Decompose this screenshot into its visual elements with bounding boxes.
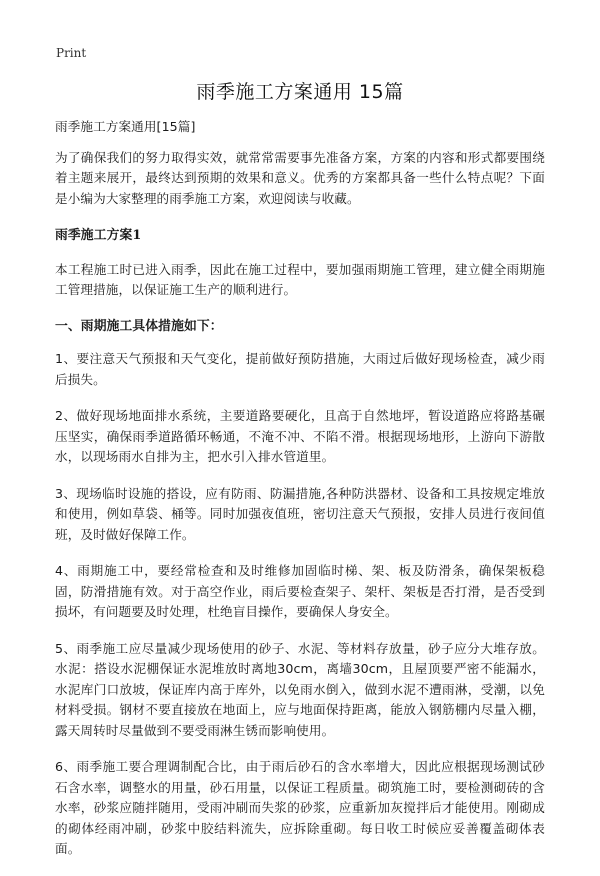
document-body — [55, 117, 545, 876]
list-item: 6、雨季施工要合理调制配合比，由于雨后砂石的含水率增大，因此应根据现场测试砂石含水率，调整水的用量，砂石用量，以保证工程质量。砌筑施工时，要检测砌砖的含水率，砂浆应随拌随用，受雨冲刷而失浆的砂浆，应重新加灰搅拌后才能使用。刚砌成的砌体经雨冲刷，砂浆中胶结料流失，应拆除重砌。每日收工时候应妥善覆盖砌体表面。 — [55, 759, 545, 856]
document-subtitle: 雨季施工方案通用[15篇] — [55, 119, 196, 134]
page-title: 雨季施工方案通用 15篇 — [196, 81, 404, 103]
print-link[interactable]: Print — [56, 46, 87, 60]
intro-paragraph: 为了确保我们的努力取得实效，就常常需要事先准备方案，方案的内容和形式都要围绕着主题来展开，最终达到预期的效果和意义。优秀的方案都具备一些什么特点呢？下面是小编为大家整理的雨季施工方案，欢迎阅读与收藏。 — [55, 149, 545, 206]
list-item: 3、现场临时设施的搭设，应有防雨、防漏措施,各种防洪器材、设备和工具按规定堆放和使用，例如草袋、桶等。同时加强夜值班，密切注意天气预报，安排人员进行夜间值班，及时做好保障工作。 — [55, 485, 545, 542]
list-item: 2、做好现场地面排水系统，主要道路要硬化，且高于自然地坪，暂设道路应将路基碾压坚实，确保雨季道路循环畅通，不淹不冲、不陷不滑。根据现场地形，上游向下游散水，以现场雨水自排为主，把水引入排水管道里。 — [55, 408, 545, 464]
list-item: 1、要注意天气预报和天气变化，提前做好预防措施，大雨过后做好现场检查，减少雨后损失。 — [55, 351, 545, 387]
list-item: 5、雨季施工应尽量减少现场使用的砂子、水泥、等材料存放量，砂子应分大堆存放。水泥：搭设水泥棚保证水泥堆放时离地30cm，离墙30cm，且屋顶要严密不能漏水，水泥库门口放坡，保证库内高于库外，以免雨水倒入，做到水泥不遭雨淋，受潮，以免材料受损。钢材不要直接放在地面上，应与地面保持距离，能放入钢筋棚内尽量入棚，露天周转时尽量做到不要受雨淋生锈而影响使用。 — [55, 640, 545, 738]
measures-subheading: 一、雨期施工具体措施如下： — [55, 318, 223, 334]
list-item: 4、雨期施工中，要经常检查和及时维修加固临时梯、架、板及防滑条，确保架板稳固，防滑措施有效。对于高空作业，雨后要检查架子、架杆、架板是否打滑，是否受到损坏，有问题要及时处理，杜绝盲目操作，要确保人身安全。 — [55, 563, 545, 619]
section-heading: 雨季施工方案1 — [55, 228, 142, 243]
section-intro-paragraph: 本工程施工时已进入雨季，因此在施工过程中，要加强雨期施工管理，建立健全雨期施工管理措施，以保证施工生产的顺利进行。 — [55, 261, 545, 297]
